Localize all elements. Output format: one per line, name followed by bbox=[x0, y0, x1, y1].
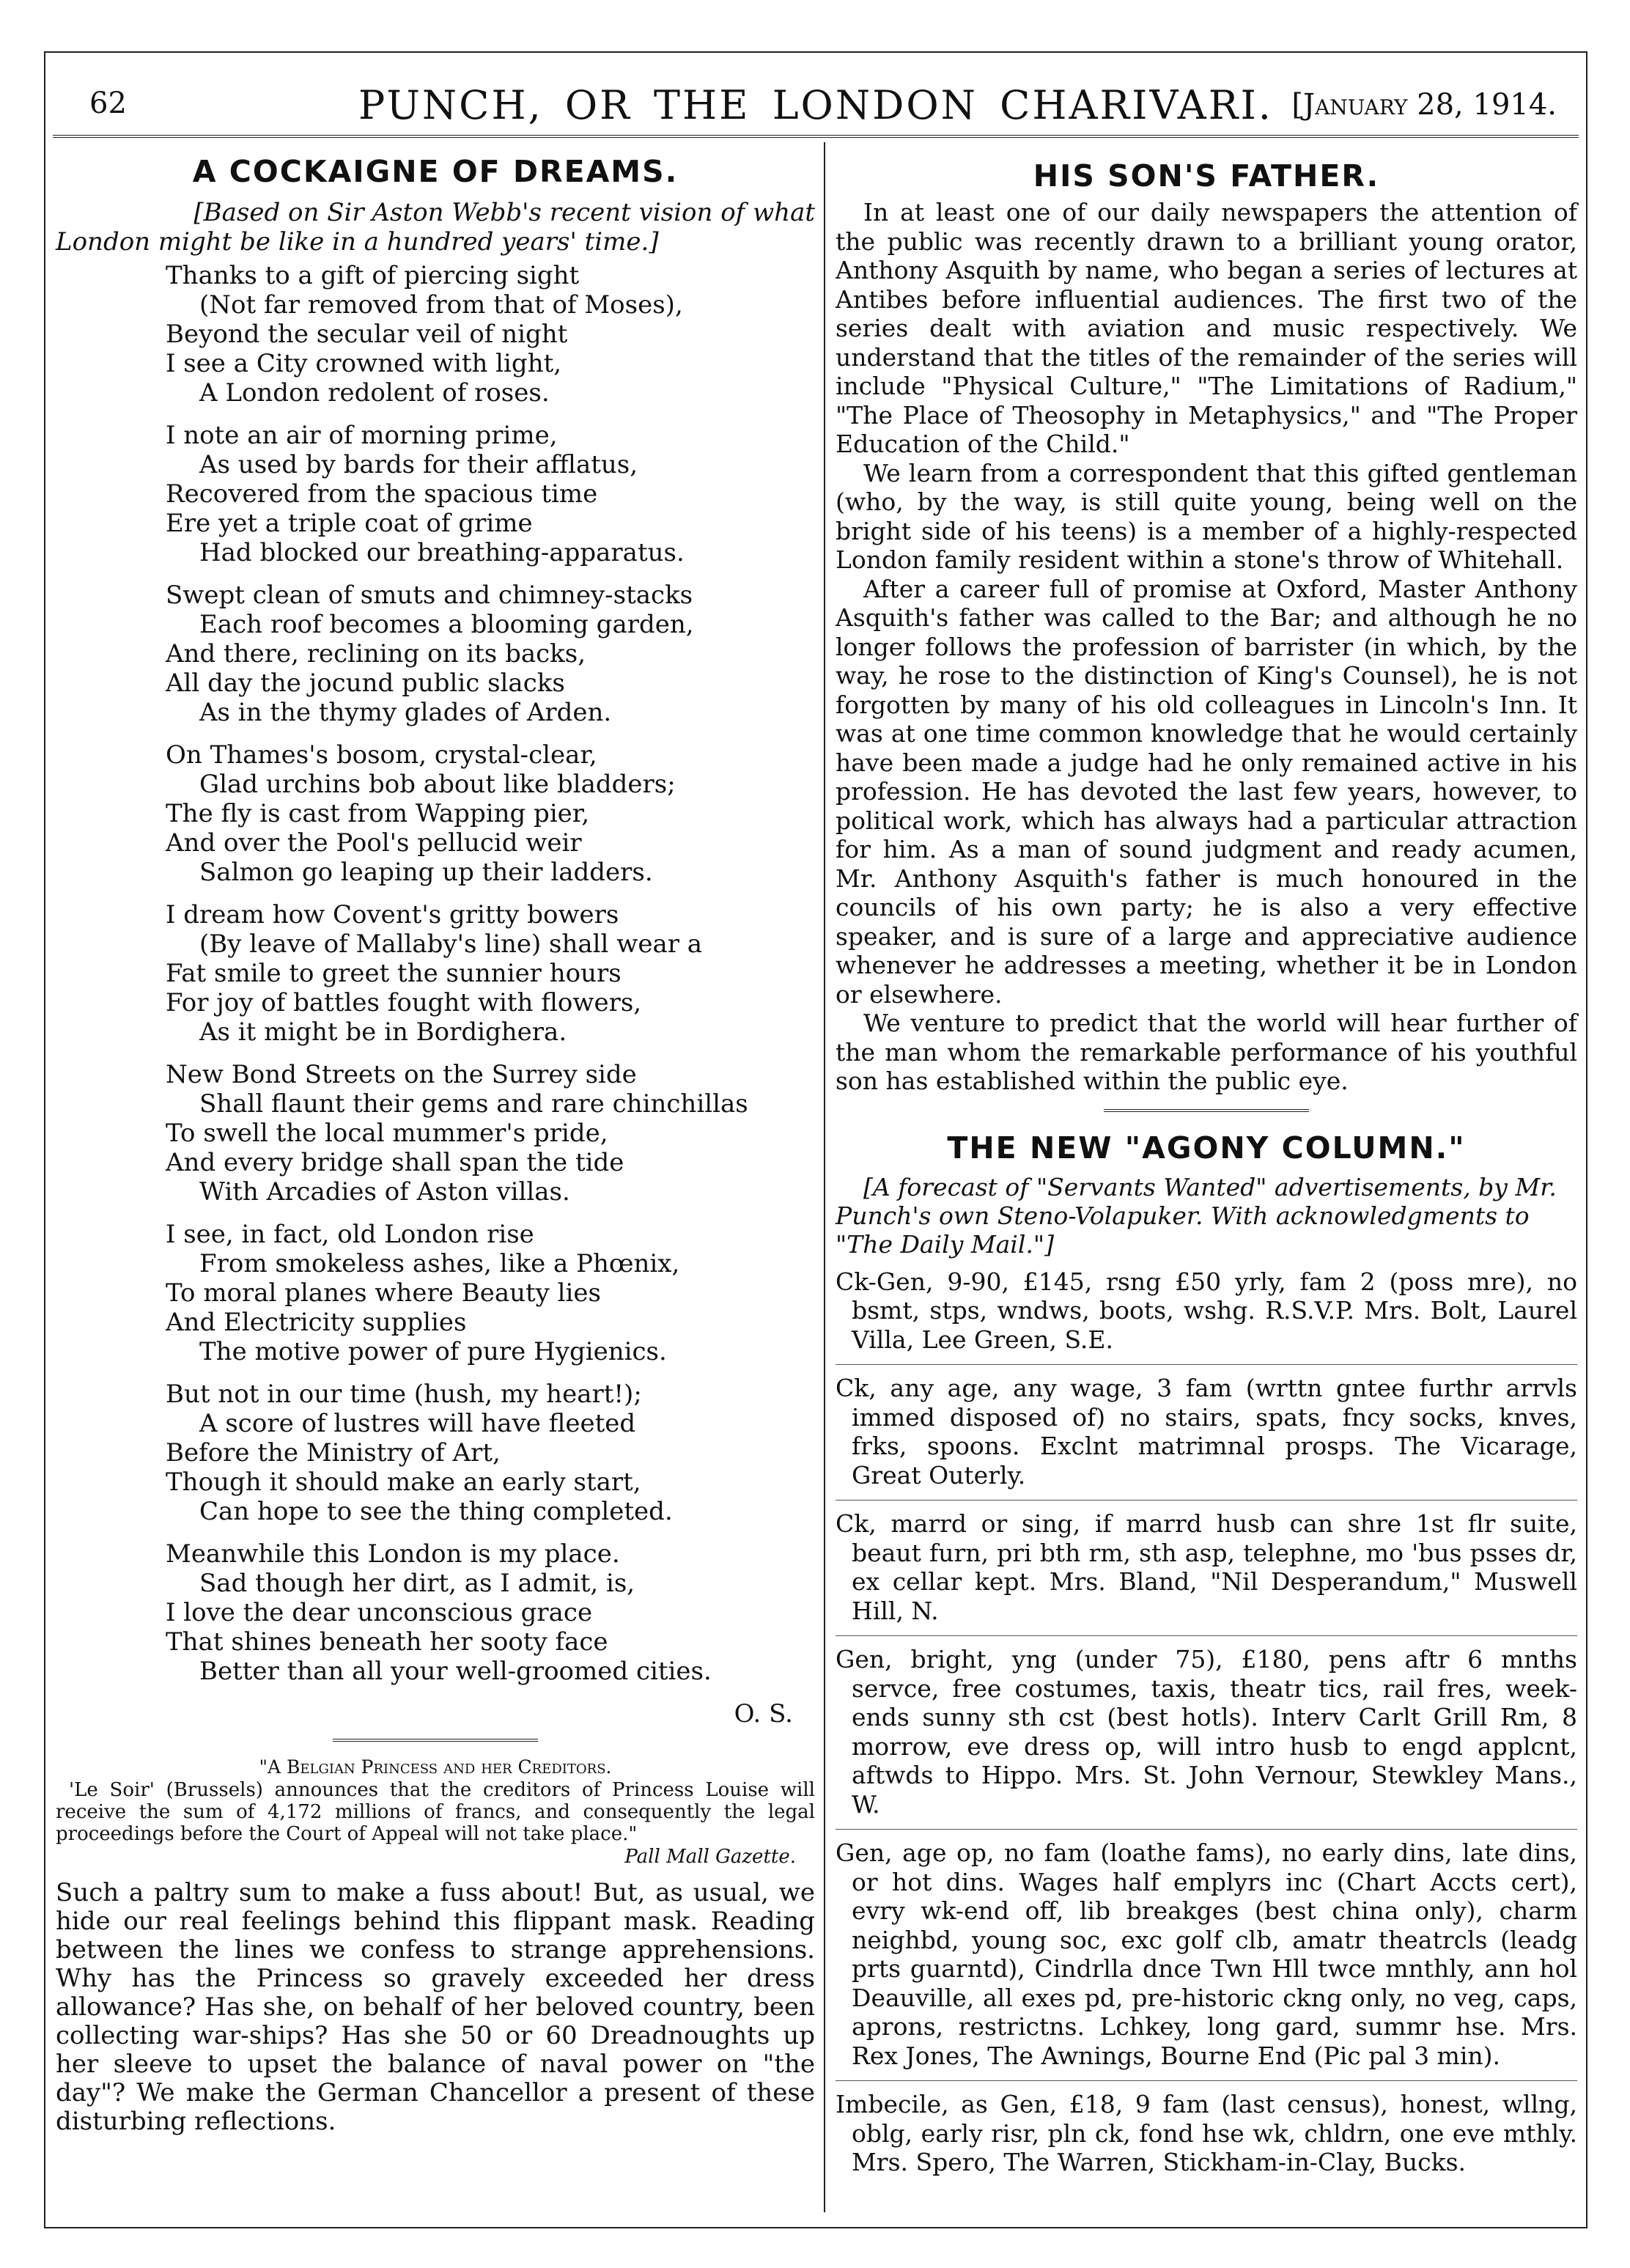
poem-line: The motive power of pure Hygienics. bbox=[199, 1337, 667, 1366]
poem-line: Each roof becomes a blooming garden, bbox=[199, 610, 694, 639]
poem-line: Can hope to see the thing completed. bbox=[199, 1497, 673, 1526]
poem-intro-line: [Based on Sir Aston Webb's recent vision of what bbox=[193, 198, 815, 227]
left-column bbox=[56, 150, 815, 2136]
poem-line: The fly is cast from Wapping pier, bbox=[166, 799, 590, 828]
poem-line: Salmon go leaping up their ladders. bbox=[199, 858, 653, 887]
poem-line: (By leave of Mallaby's line) shall wear a bbox=[199, 929, 703, 959]
poem-line: As in the thymy glades of Arden. bbox=[199, 698, 612, 727]
poem-line: All day the jocund public slacks bbox=[166, 669, 565, 698]
ad-separator bbox=[836, 1635, 1577, 1636]
agony-ads bbox=[836, 1267, 1577, 2177]
agony-title: THE NEW "AGONY COLUMN." bbox=[947, 1130, 1466, 1166]
snippet-quote: 'Le Soir' (Brussels) announces that the creditors of Princess Louise will receive the sum of 4,172 millions of francs, and consequently the legal proceedings before the Court of Appeal will not take place." bbox=[56, 1779, 815, 1845]
poem-stanza bbox=[56, 421, 815, 567]
poem-line: And over the Pool's pellucid weir bbox=[166, 828, 582, 858]
poem-line: Though it should make an early start, bbox=[166, 1468, 641, 1497]
poem-line: Glad urchins bob about like bladders; bbox=[199, 770, 676, 799]
poem-line: From smokeless ashes, like a Phœnix, bbox=[199, 1249, 680, 1278]
section-divider bbox=[333, 1739, 538, 1744]
poem-stanza bbox=[56, 261, 815, 408]
poem-line: Meanwhile this London is my place. bbox=[166, 1539, 620, 1569]
poem-line: I love the dear unconscious grace bbox=[166, 1598, 593, 1627]
poem-body bbox=[56, 261, 815, 1686]
ad-separator bbox=[836, 1829, 1577, 1830]
poem-line: With Arcadies of Aston villas. bbox=[199, 1177, 570, 1207]
snippet-title: "A Belgian Princess and her Creditors. bbox=[259, 1756, 612, 1778]
poem-line: Ere yet a triple coat of grime bbox=[166, 509, 533, 538]
article-paragraph: We venture to predict that the world will hear further of the man whom the remarkable performance of his youthful son has established within the public eye. bbox=[836, 1009, 1577, 1095]
article-title: HIS SON'S FATHER. bbox=[1033, 158, 1380, 194]
poem-stanza bbox=[56, 900, 815, 1047]
classified-ad: Gen, bright, yng (under 75), £180, pens aftr 6 mnths servce, free costumes, taxis, theatr tics, rail fres, week-ends sunny sth cst (best hotls). Interv Carlt Grill Rm, 8 morrow, eve dress op, will intro husb to engd applcnt, aftwds to Hippo. Mrs. St. John Vernour, Stewkley Mans., W. bbox=[836, 1645, 1577, 1819]
poem-line: And every bridge shall span the tide bbox=[166, 1148, 624, 1177]
classified-ad: Ck, marrd or sing, if marrd husb can shre 1st flr suite, beaut furn, pri bth rm, sth asp, telephne, mo 'bus psses dr, ex cellar kept. Mrs. Bland, "Nil Desperandum," Muswell Hill, N. bbox=[836, 1509, 1577, 1625]
snippet-comment: Such a paltry sum to make a fuss about! But, as usual, we hide our real feelings behind this flippant mask. Reading between the lines we confess to strange apprehensions. Why has the Princess so gravely exceeded her dress allowance? Has she, on behalf of her beloved country, been collecting war-ships? Has she 50 or 60 Dreadnoughts up her sleeve to upset the balance of naval power on "the day"? We make the German Chancellor a present of these disturbing reflections. bbox=[56, 1878, 815, 2136]
poem-stanza bbox=[56, 1060, 815, 1207]
poem-stanza bbox=[56, 1539, 815, 1686]
poem-line: (Not far removed from that of Moses), bbox=[199, 290, 683, 320]
article-body bbox=[836, 198, 1577, 1096]
classified-ad: Gen, age op, no fam (loathe fams), no early dins, late dins, or hot dins. Wages half emplyrs inc (Chart Accts cert), evry wk-end off, lib breakges (best china only), charm neighbd, young soc, exc golf clb, amatr theatrcls (leadg prts guarntd), Cindrlla dnce Twn Hll twce mnthly, ann hol Deauville, all exes pd, pre-historic ckng only, no veg, caps, aprons, restrictns. Lchkey, long gard, summr hse. Mrs. Rex Jones, The Awnings, Bourne End (Pic pal 3 min). bbox=[836, 1838, 1577, 2070]
poem-line: And Electricity supplies bbox=[166, 1308, 467, 1337]
ad-separator bbox=[836, 2080, 1577, 2081]
classified-ad: Ck-Gen, 9-90, £145, rsng £50 yrly, fam 2 (poss mre), no bsmt, stps, wndws, boots, wshg. R.S.V.P. Mrs. Bolt, Laurel Villa, Lee Green, S.E. bbox=[836, 1267, 1577, 1354]
article-paragraph: After a career full of promise at Oxford, Master Anthony Asquith's father was called to the Bar; and although he no longer follows the profession of barrister (in which, by the way, he rose to the distinction of King's Counsel), he is not forgotten by many of his old colleagues in Lincoln's Inn. It was at one time common knowledge that he would certainly have been made a judge had he only remained active in his profession. He has devoted the last few years, however, to political work, which has always had a particular attraction for him. As a man of sound judgment and ready acumen, Mr. Anthony Asquith's father is much honoured in the councils of his own party; he is also a very effective speaker, and is sure of a large and appreciative audience whenever he addresses a meeting, whether it be in London or elsewhere. bbox=[836, 574, 1577, 1009]
poem-line: Fat smile to greet the sunnier hours bbox=[166, 959, 622, 988]
poem-line: I see a City crowned with light, bbox=[166, 349, 562, 378]
page-number: 62 bbox=[89, 86, 127, 120]
poem-line: I see, in fact, old London rise bbox=[166, 1220, 534, 1249]
issue-date: [January 28, 1914. bbox=[1291, 88, 1557, 122]
poem-line: I dream how Covent's gritty bowers bbox=[166, 900, 619, 929]
poem-line: A London redolent of roses. bbox=[199, 378, 550, 408]
article-paragraph: We learn from a correspondent that this gifted gentleman (who, by the way, is still quite young, being well on the bright side of his teens) is a member of a highly-respected London family resident within a stone's throw of Whitehall. bbox=[836, 458, 1577, 574]
poem-line: And there, reclining on its backs, bbox=[166, 639, 586, 669]
poem-line: That shines beneath her sooty face bbox=[166, 1627, 608, 1657]
poem-stanza bbox=[56, 1220, 815, 1366]
page-frame bbox=[44, 51, 1587, 2228]
section-divider bbox=[1104, 1109, 1309, 1114]
poem-line: As used by bards for their afflatus, bbox=[199, 450, 638, 479]
poem-stanza bbox=[56, 1380, 815, 1526]
publication-title: PUNCH, OR THE LONDON CHARIVARI. bbox=[358, 82, 1273, 128]
agony-intro: [A forecast of "Servants Wanted" advertisements, by Mr. Punch's own Steno-Volapuker. With acknowledgments to "The Daily Mail."] bbox=[836, 1172, 1557, 1259]
ad-separator bbox=[836, 1500, 1577, 1501]
page-header bbox=[45, 66, 1586, 139]
header-rule bbox=[53, 135, 1579, 138]
poem-line: To swell the local mummer's pride, bbox=[166, 1119, 608, 1148]
poem-line: Swept clean of smuts and chimney-stacks bbox=[166, 581, 693, 610]
poem-line: To moral planes where Beauty lies bbox=[166, 1278, 601, 1308]
poem-line: Better than all your well-groomed cities. bbox=[199, 1657, 712, 1686]
classified-ad: Ck, any age, any wage, 3 fam (wrttn gntee furthr arrvls immed disposed of) no stairs, spats, fncy socks, knves, frks, spoons. Exclnt matrimnal prosps. The Vicarage, Great Outerly. bbox=[836, 1374, 1577, 1490]
poem-line: New Bond Streets on the Surrey side bbox=[166, 1060, 637, 1089]
poem-line: On Thames's bosom, crystal-clear, bbox=[166, 740, 597, 770]
poem-line: Sad though her dirt, as I admit, is, bbox=[199, 1569, 635, 1598]
classified-ad: Imbecile, as Gen, £18, 9 fam (last census), honest, wllng, oblg, early risr, pln ck, fond hse wk, chldrn, one eve mthly. Mrs. Spero, The Warren, Stickham-in-Clay, Bucks. bbox=[836, 2090, 1577, 2176]
poem-line: Had blocked our breathing-apparatus. bbox=[199, 538, 685, 567]
poem-signature: O. S. bbox=[734, 1699, 793, 1728]
poem-line: Before the Ministry of Art, bbox=[166, 1438, 501, 1468]
poem-stanza bbox=[56, 740, 815, 887]
article-paragraph: In at least one of our daily newspapers the attention of the public was recently drawn to a brilliant young orator, Anthony Asquith by name, who began a series of lectures at Antibes before influential audiences. The first two of the series dealt with aviation and music respectively. We understand that the titles of the remainder of the series will include "Physical Culture," "The Limitations of Radium," "The Place of Theosophy in Metaphysics," and "The Proper Education of the Child." bbox=[836, 198, 1577, 458]
poem-line: Recovered from the spacious time bbox=[166, 479, 598, 509]
column-rule bbox=[824, 142, 825, 2212]
poem-line: Thanks to a gift of piercing sight bbox=[166, 261, 580, 290]
ad-separator bbox=[836, 1364, 1577, 1365]
poem-intro-line: London might be like in a hundred years' time.] bbox=[56, 227, 659, 257]
poem-title: A COCKAIGNE OF DREAMS. bbox=[192, 154, 679, 189]
poem-stanza bbox=[56, 581, 815, 727]
poem-line: I note an air of morning prime, bbox=[166, 421, 558, 450]
poem-line: For joy of battles fought with flowers, bbox=[166, 988, 642, 1017]
right-column bbox=[836, 150, 1577, 2187]
snippet-source: Pall Mall Gazette. bbox=[624, 1846, 796, 1868]
poem-intro bbox=[56, 198, 815, 257]
poem-line: But not in our time (hush, my heart!); bbox=[166, 1380, 642, 1409]
poem-line: Shall flaunt their gems and rare chinchillas bbox=[199, 1089, 748, 1119]
poem-line: Beyond the secular veil of night bbox=[166, 320, 568, 349]
poem-line: A score of lustres will have fleeted bbox=[199, 1409, 636, 1438]
poem-line: As it might be in Bordighera. bbox=[199, 1017, 567, 1047]
